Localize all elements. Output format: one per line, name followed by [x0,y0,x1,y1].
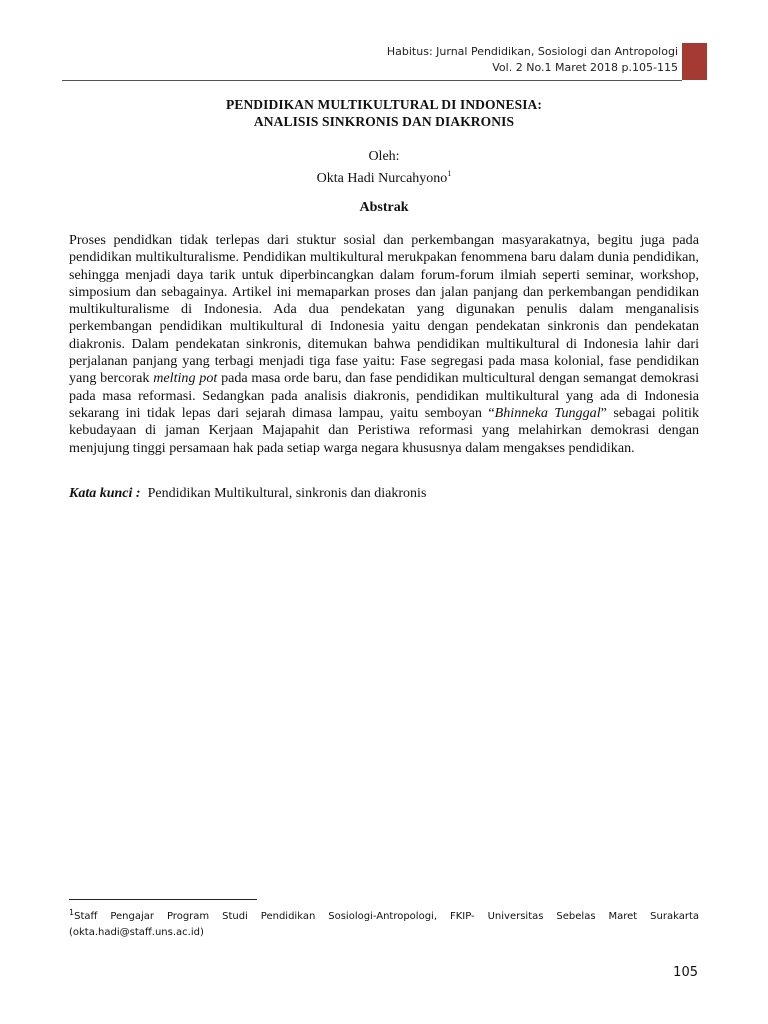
footnote [69,905,699,941]
volume-info: Vol. 2 No.1 Maret 2018 p.105-115 [492,61,678,74]
abstract-text-1: Proses pendidkan tidak terlepas dari stuktur sosial dan perkembangan masyarakatnya, begitu juga pada pendidikan multikulturalisme. Pendidikan multikultural merukpakan fenommena baru dalam dunia pendidikan, sehingga menjadi daya tarik untuk diperbincangkan dalam forum-forum ilmiah seperti seminar, workshop, simposium dan sebagainya. Artikel ini memaparkan proses dan jalan panjang dan perkembangan pendidikan multikulturalisme di Indonesia. Ada dua pendekatan yang digunakan penulis dalam menganalisis perkembangan pendidikan multikultural di Indonesia yaitu dengan pendekatan sinkronis dan pendekatan diakronis. Dalam pendekatan sinkronis, ditemukan bahwa pendidikan multikultural di Indonesia lahir dari perjalanan panjang yang terbagi menjadi tiga fase yaitu: Fase segregasi pada masa kolonial, fase pendidikan yang bercorak [69,232,699,387]
paper-title [0,96,768,130]
abstract-heading: Abstrak [359,200,409,215]
keywords [69,486,699,502]
keywords-text: Pendidikan Multikultural, sinkronis dan diakronis [147,486,427,501]
by-label: Oleh: [368,149,400,164]
byline [0,148,768,187]
footnote-mark: 1 [69,908,75,917]
title-line-1: PENDIDIKAN MULTIKULTURAL DI INDONESIA: [226,97,542,112]
header-rule [62,80,682,81]
header-accent-block [682,43,707,80]
author-footnote-mark: 1 [447,169,452,178]
title-line-2: ANALISIS SINKRONIS DAN DIAKRONIS [253,114,515,129]
journal-name: Habitus: Jurnal Pendidikan, Sosiologi dan Antropologi [386,45,678,58]
keywords-label: Kata kunci : [69,486,141,501]
abstract-text-2: pada masa orde baru, dan fase pendidikan multicultural dengan semangat demokrasi pada masa reformasi. Sedangkan pada analisis diakronis, pendidikan multikultural yang ada di Indonesia sekarang ini tidak lepas dari sejarah dimasa lampau, yaitu semboyan “ [69,370,699,421]
footnote-text: Staff Pengajar Program Studi Pendidikan Sosiologi-Antropologi, FKIP- Universitas Sebelas Maret Surakarta (okta.hadi@staff.uns.ac.id) [69,911,699,938]
abstract-body [69,232,699,457]
author-name: Okta Hadi Nurcahyono [316,171,448,186]
page-number: 105 [673,965,698,980]
abstract-italic-bhinneka: Bhinneka Tunggal [494,404,601,421]
footnote-rule [69,899,257,900]
abstract-italic-melting-pot: melting pot [153,370,218,387]
abstract-text-3: ” sebagai politik kebudayaan di jaman Kerjaan Majapahit dan Peristiwa reformasi yang melahirkan demokrasi dengan menjujung tinggi persamaan hak pada setiap warga negara khususnya dalam mengakses pendidikan. [69,404,699,456]
author-line [0,165,768,187]
running-header [158,44,678,76]
